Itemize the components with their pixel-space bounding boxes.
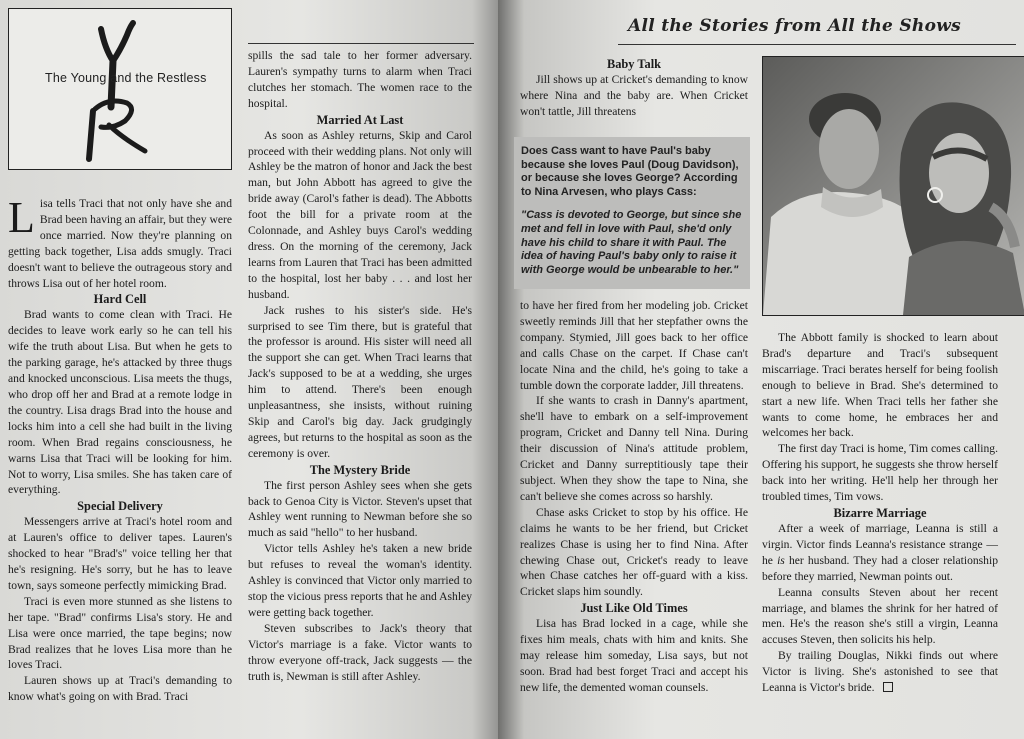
subhead-hard-cell: Hard Cell <box>93 292 147 307</box>
subhead-married-at-last: Married At Last <box>316 112 404 127</box>
top-rule <box>248 43 474 44</box>
drop-cap: L <box>8 193 35 242</box>
header-rule <box>618 44 1016 45</box>
end-mark-icon <box>883 682 893 692</box>
paragraph: Leanna consults Steven about her recent marriage, and blames the shrink for her hatred of men. He's the reason she's still a virgin, Leanna accuses Steven, then solicits his help. <box>762 585 998 647</box>
subhead-baby-talk: Baby Talk <box>606 57 662 71</box>
page-header-title: All the Stories from All the Shows <box>628 16 962 36</box>
subhead-just-like-old-times: Just Like Old Times <box>580 601 688 616</box>
right-page <box>498 0 1024 739</box>
subhead-mystery-bride: The Mystery Bride <box>309 462 411 477</box>
paragraph: to have her fired from her modeling job. Cricket sweetly reminds Jill that her stepfather owns the company. Stymied, Jill goes back to her office and calls Chase on the carpet. If Chase can't locate Nina and the child, he's going to take a tumble down the corporate ladder, Jill threatens. <box>520 299 748 392</box>
column-1 <box>8 193 232 705</box>
column-3 <box>520 298 748 696</box>
paragraph: As soon as Ashley returns, Skip and Carol proceed with their wedding plans. Not only will Ashley be the matron of honor and Jack the best man, but John Abbott has agreed to give the bride away (Carol's father is dead). The Abbotts foot the bill for a private room at the Colonnade, and Ashley buys Carol's wedding dress. On the morning of the ceremony, Jack learns from Lauren that Traci has been admitted to the hospital, lost her baby . . . and lost her husband. <box>248 128 472 301</box>
paragraph: Lauren shows up at Traci's demanding to know what's going on with Brad. Traci <box>8 674 232 704</box>
photo-couple-image <box>763 57 1024 315</box>
paragraph: Chase asks Cricket to stop by his office. He claims he wants to be her friend, but Cricket realizes Chase is using her to find Nina. After chewing Chase out, Cricket's ready to leave when Chase catches her off-guard with a kiss. Cricket slaps him soundly. <box>520 505 748 599</box>
column-2 <box>248 48 472 684</box>
column-3-top <box>520 56 748 120</box>
paragraph: spills the sad tale to her former adversary. Lauren's sympathy turns to alarm when Traci clutches her stomach. The women race to the hospital. <box>248 49 472 110</box>
sidebar-quote-box <box>514 137 750 289</box>
page-header <box>618 14 1018 44</box>
left-page <box>0 0 502 739</box>
paragraph: After a week of marriage, Leanna is still a virgin. Victor finds Leanna's resistance strange — he is her husband. They had a closer relationship before they married, Newman points out. <box>762 521 998 583</box>
paragraph: Victor tells Ashley he's taken a new bride but refuses to reveal the woman's identity. Ashley is convinced that Victor only married to stop the vicious press reports that he and Ashley were getting back together. <box>248 542 472 619</box>
paragraph: Steven subscribes to Jack's theory that Victor's marriage is a fake. Victor wants to throw everyone off-track, Jack suggests — the truth is, Newman is still after Ashley. <box>248 621 472 683</box>
paragraph: Jack rushes to his sister's side. He's surprised to see Tim there, but is grateful that the professor is around. His sister will need all the support she can get. When Traci learns that Jack's supposed to be at a wedding, she urges him to attend. There's been enough unpleasantness, she insists, without ruining Skip and Carol's big day. Jack grudgingly agrees, but returns to the hospital as soon as the ceremony is over. <box>248 303 472 460</box>
paragraph: Lisa has Brad locked in a cage, while she fixes him meals, chats with him and knits. She may release him someday, Lisa says, but not soon. Brad had best forget Traci and accept his new life, the demented woman counsels. <box>520 617 748 694</box>
paragraph-final: By trailing Douglas, Nikki finds out where Victor is living. She's astonished to see that Leanna is Victor's bride. <box>762 649 998 695</box>
paragraph: Lisa tells Traci that not only have she and Brad been having an affair, but they were once married. Now they're planning on getting back together, Lisa adds smugly. Traci doesn't want to believe the outrageous story and throws Lisa out of her hotel room. <box>8 193 232 290</box>
subhead-bizarre-marriage: Bizarre Marriage <box>833 505 927 520</box>
paragraph: Messengers arrive at Traci's hotel room and at Lauren's office to deliver tapes. Lauren's shocked to hear "Brad's" voice telling her that he's resigning. He's sorry, but he has to leave town, says someone perfectly mimicking Brad. <box>8 515 232 592</box>
subhead-special-delivery: Special Delivery <box>77 499 163 514</box>
paragraph: If she wants to crash in Danny's apartment, she'll have to embark on a self-improvement program, Cricket and Danny tell Nina. During their discussion of Nina's attitude problem, Cricket and Danny surreptitiously tape their subject. When they show the tape to Nina, she can't believe she comes across so harshly. <box>520 394 748 503</box>
paragraph: Traci is even more stunned as she listens to her tape. "Brad" confirms Lisa's story. He and Lisa were once married, the tape begins; now Brad realizes that he loves Lisa more than he loves Traci. <box>8 594 232 672</box>
paragraph: The first person Ashley sees when she gets back to Genoa City is Victor. Steven's upset that Ashley went running to Newman before she so much as said "hello" to her husband. <box>248 478 472 540</box>
paragraph: Brad wants to come clean with Traci. He decides to leave work early so he can tell his wife the truth about Lisa. But when he gets to the parking garage, he's attacked by three thugs and knocked unconscious. Lisa meets the thugs, who drop off her and Brad at a remote lodge in the country. Lisa drags Brad into the house and locks him into a cell she had built in the living room. When Brad regains consciousness, he warns Lisa that Traci will be looking for him. Not to worry, Lisa smiles. She has taken care of everything. <box>8 308 232 497</box>
yr-monogram-logo <box>9 9 231 169</box>
paragraph: Jill shows up at Cricket's demanding to know where Nina and the baby are. When Cricket won't tattle, Jill threatens <box>520 73 748 118</box>
sidebar-question: Does Cass want to have Paul's baby because she loves Paul (Doug Davidson), or because she loves George? According to Nina Arvesen, who plays Cass: <box>521 145 739 198</box>
paragraph: The Abbott family is shocked to learn about Brad's departure and Traci's subsequent miscarriage. Traci berates herself for being foolish enough to believe in Brad. She's determined to start a new life. When Traci tells her father she wants to come home, he embraces her and welcomes her back. <box>762 331 998 440</box>
paragraph: The first day Traci is home, Tim comes calling. Offering his support, he suggests she throw herself back into her writing. He'll help her through her troubled times, Tim vows. <box>762 442 998 504</box>
sidebar-quote: "Cass is devoted to George, but since she met and fell in love with Paul, she'd only have his child to share it with Paul. The idea of having Paul's baby only to raise it with George would be unbearable to her." <box>521 209 742 276</box>
show-logo-text: The Young and the Restless <box>45 71 207 85</box>
column-4 <box>762 330 998 696</box>
cast-photo <box>762 56 1024 316</box>
show-logo-box <box>8 8 232 170</box>
